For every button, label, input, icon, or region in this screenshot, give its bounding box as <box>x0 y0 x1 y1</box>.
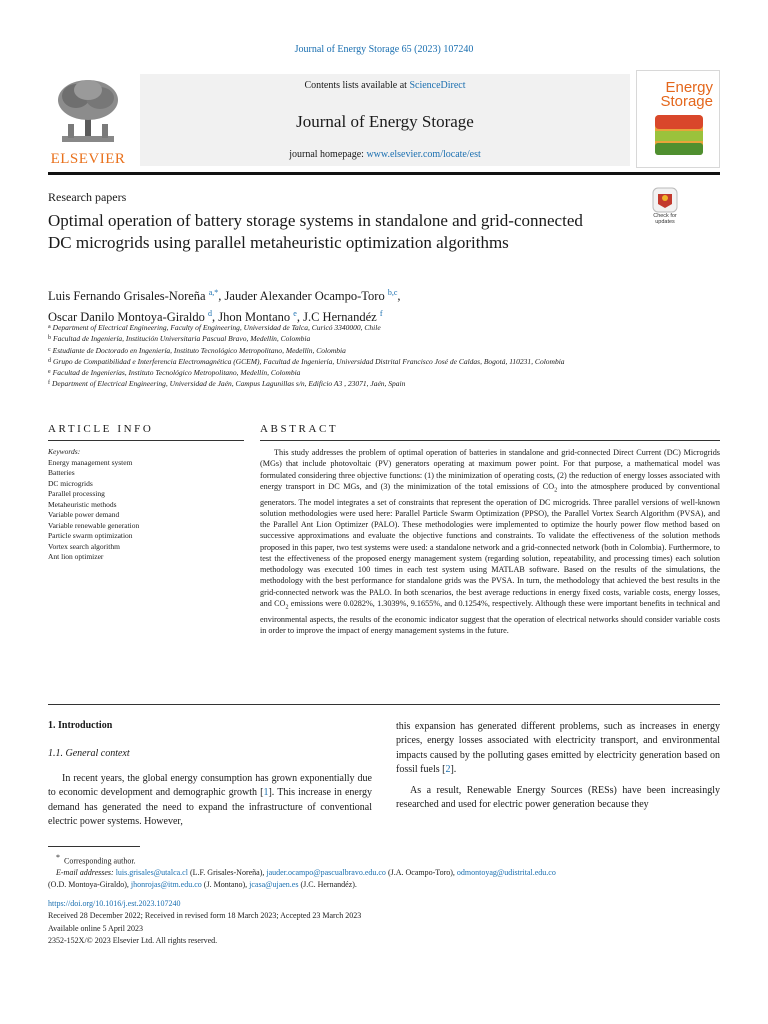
email-link[interactable]: odmontoyag@udistrital.edu.co <box>456 868 556 878</box>
keyword-item[interactable]: Ant lion optimizer <box>48 552 104 561</box>
check-for-updates-badge[interactable] <box>646 186 684 228</box>
received-dates: Received 28 December 2022; Received in revised form 18 March 2023; Accepted 23 March 2023 <box>48 911 362 921</box>
affiliation-text: Estudiante de Doctorado en Ingeniería, Instituto Tecnológico Metropolitano, Medellín, Colombia <box>52 345 346 355</box>
author-name[interactable]: J.C Hernandéz <box>303 310 377 325</box>
footnote-divider <box>48 846 140 847</box>
article-metadata <box>48 898 720 948</box>
copyright: 2352-152X/© 2023 Elsevier Ltd. All rights reserved. <box>48 936 218 946</box>
intro-column-2-para-2: As a result, Renewable Energy Sources (RESs) have been increasingly researched and used for electric power generation because they <box>396 785 720 811</box>
keyword-item[interactable]: Energy management system <box>48 457 133 467</box>
author-affiliation-marker[interactable]: e <box>293 309 297 319</box>
affiliation-row <box>48 333 720 344</box>
email-link[interactable]: luis.grisales@utalca.cl <box>115 868 188 878</box>
intro-column-2-para-1: this expansion has generated different problems, such as increases in energy prices, energy losses associated with electricity transport, and environmental impacts caused by the polluting gases emitted by electricity generation based on fossil fuels [2]. <box>396 721 720 776</box>
keyword-item[interactable]: DC microgrids <box>48 478 93 488</box>
keyword-item[interactable]: Vortex search algorithm <box>48 541 120 551</box>
general-context-subheading: 1.1. General context <box>48 748 130 759</box>
author-name[interactable]: Jauder Alexander Ocampo-Toro <box>224 289 385 304</box>
abstract-heading: ABSTRACT <box>260 423 339 435</box>
affiliation-row <box>48 378 720 389</box>
affiliation-marker: b <box>48 335 51 342</box>
contents-line: Contents lists available at ScienceDirect <box>304 80 466 91</box>
doi-link[interactable]: https://doi.org/10.1016/j.est.2023.107240 <box>48 899 181 908</box>
journal-name: Journal of Energy Storage <box>296 112 474 131</box>
journal-header <box>48 70 720 168</box>
cover-graphic-icon <box>649 109 709 159</box>
affiliations <box>48 322 720 390</box>
email-owner: (J.A. Ocampo-Toro), <box>385 868 457 878</box>
article-section-label: Research papers <box>48 190 127 204</box>
email-line-2: (O.D. Montoya-Giraldo), jhonrojas@itm.edu.co (J. Montano), jcasa@ujaen.es (J.C. Hernandéz). <box>48 879 357 889</box>
article-title: Optimal operation of battery storage systems in standalone and grid-connected DC microgrids using parallel metaheuristic optimization algorithms <box>48 211 583 252</box>
affiliation-row <box>48 367 720 378</box>
corresponding-author-note: * Corresponding author. <box>56 853 136 866</box>
author-line-1: Luis Fernando Grisales-Noreña $^{a,*}$, Jauder Alexander Ocampo-Toro $^{b,c}$, <box>48 288 401 304</box>
elsevier-wordmark: ELSEVIER <box>50 151 126 167</box>
journal-banner <box>140 74 630 166</box>
author-name[interactable]: Luis Fernando Grisales-Noreña <box>48 289 206 304</box>
author-affiliation-marker[interactable]: a,* <box>208 288 219 297</box>
affiliation-marker: f <box>48 380 50 387</box>
keyword-item[interactable]: Metaheuristic methods <box>48 499 117 509</box>
author-affiliation-marker[interactable]: d <box>208 309 213 319</box>
homepage-link[interactable]: www.elsevier.com/locate/est <box>366 149 481 160</box>
journal-cover-thumbnail[interactable] <box>636 70 720 168</box>
footnotes <box>48 852 720 890</box>
author-list <box>48 284 720 326</box>
citation-1-link[interactable]: 1 <box>263 787 269 799</box>
author-line-2: Oscar Danilo Montoya-Giraldo $^d$, Jhon Montano $^e$, J.C Hernandéz $^f$ <box>48 309 383 325</box>
author-affiliation-marker[interactable]: f <box>379 309 383 319</box>
homepage-line: journal homepage: www.elsevier.com/locate/est <box>289 149 481 160</box>
sciencedirect-link[interactable]: ScienceDirect <box>409 80 466 91</box>
keywords-list <box>48 447 244 563</box>
affiliation-marker: d <box>48 357 51 364</box>
intro-column-1: In recent years, the global energy consumption has grown exponentially due to economic development and demographic growth [1]. This increase in energy demand has generated the need to expand the infrastructure of conventional electric power systems. However, <box>48 773 372 828</box>
article-info-heading: ARTICLE INFO <box>48 423 154 435</box>
keyword-item[interactable]: Variable renewable generation <box>48 520 140 530</box>
elsevier-tree-icon <box>52 76 124 148</box>
email-link[interactable]: jauder.ocampo@pascualbravo.edu.co <box>266 868 386 878</box>
article-info-divider <box>48 440 244 441</box>
affiliation-row <box>48 356 720 367</box>
keyword-item[interactable]: Particle swarm optimization <box>48 531 133 540</box>
affiliation-marker: e <box>48 369 51 376</box>
keyword-item[interactable]: Variable power demand <box>48 510 120 519</box>
cover-title: Energy Storage <box>660 79 713 110</box>
abstract-text: This study addresses the problem of optimal operation of batteries in standalone and grid-connected Direct Current (DC) Microgrids (MGs) that include photovoltaic (PV) generators operating at maximum power point. For that purpose, a mathematical model was formulated considering three objective functions: (1) the minimization of operating costs, (2) the reduction of energy losses associated with energy transport in DC MGs, and (3) the minimization of the total emissions of $CO_2$ into the atmosphere produced by conventional generators. The model integrates a set of constraints that represent the operation of DC microgrids. Three parallel versions of well-known solution methodologies were used here: Parallel Particle Swarm Optimization (PPSO), the Parallel Vortex Search Algorithm (PVSA), and the Parallel Ant Lion Optimizer (PALO). These methodologies were implemented to optimize the hourly power flow method based on successive approximations and evaluate the objective functions and constraints. To validate the effectiveness of the solution methods proposed in this paper, two test systems were used: a standalone network and a grid-connected network (both in Colombia). Furthermore, to test the effectiveness of the proposed energy management system (regarding solution, repeatability, and processing times) each solution methodology was executed 100 times in each test system using MATLAB software. Based on the results of the simulations, the methodology with the best performance for standalone grids was the PVSA. In turn, the methodology that achieved the best results in the grid-connected network was the PALO. In both scenarios, the best average reductions in energy fixed costs, variable costs, energy losses, and $CO_2$ emissions were 0.0282%, 1.3039%, 9.1655%, and 0.1254%, respectively. Although these were important benefits in technical and environmental aspects, the results of the economic indicator suggest that the operation of electrical networks should consider variable costs in order to improve the impact of energy management systems in the future. <box>260 448 720 636</box>
email-owner: (L.F. Grisales-Noreña), <box>187 868 267 878</box>
affiliation-row <box>48 322 720 333</box>
journal-reference-link[interactable]: Journal of Energy Storage 65 (2023) 107240 <box>294 44 474 55</box>
header-divider <box>48 172 720 175</box>
abstract-divider <box>260 440 720 441</box>
email-line-1: E-mail addresses: luis.grisales@utalca.cl (L.F. Grisales-Noreña), jauder.ocampo@pascualbravo.edu.co (J.A. Ocampo-Toro), odmontoyag@udistrital.edu.co <box>56 868 556 878</box>
keyword-item[interactable]: Parallel processing <box>48 489 105 498</box>
elsevier-logo[interactable] <box>48 70 128 168</box>
author-affiliation-marker[interactable]: b,c <box>387 288 398 297</box>
author-name[interactable]: Jhon Montano <box>218 310 291 325</box>
affiliation-text: Department of Electrical Engineering, Faculty of Engineering, Universidad de Talca, Curicó 3340000, Chile <box>52 323 381 332</box>
affiliation-marker: c <box>48 346 51 353</box>
affiliation-text: Grupo de Compatibilidad e Interferencia Electromagnética (GCEM), Facultad de Ingeniería, Universidad Distrital Francisco José de Caldas, Bogotá, 110231, Colombia <box>53 356 565 366</box>
citation-2-link[interactable]: 2 <box>445 764 451 776</box>
available-online: Available online 5 April 2023 <box>48 923 143 933</box>
affiliation-text: Department of Electrical Engineering, Universidad de Jaén, Campus Lagunillas s/n, Edificio A3 , 23071, Jaén, Spain <box>52 379 406 389</box>
keyword-item[interactable]: Batteries <box>48 468 75 477</box>
affiliation-row <box>48 345 720 356</box>
author-name[interactable]: Oscar Danilo Montoya-Giraldo <box>48 310 205 325</box>
email-link[interactable]: jhonrojas@itm.edu.co <box>130 879 202 889</box>
check-updates-icon <box>646 186 684 214</box>
abstract-bottom-divider <box>48 704 720 705</box>
affiliation-text: Facultad de Ingeniería, Institución Universitaria Pascual Bravo, Medellín, Colombia <box>53 334 311 344</box>
keywords-label: Keywords: <box>48 447 81 456</box>
email-link[interactable]: jcasa@ujaen.es <box>249 879 299 889</box>
affiliation-marker: a <box>48 324 51 330</box>
email-owner: (J. Montano), <box>201 879 250 889</box>
introduction-heading: 1. Introduction <box>48 720 113 731</box>
affiliation-text: Facultad de Ingenierías, Instituto Tecnológico Metropolitano, Medellín, Colombia <box>52 368 301 378</box>
check-updates-label: Check for updates <box>653 213 677 225</box>
email-owner: (J.C. Hernandéz). <box>298 879 357 889</box>
